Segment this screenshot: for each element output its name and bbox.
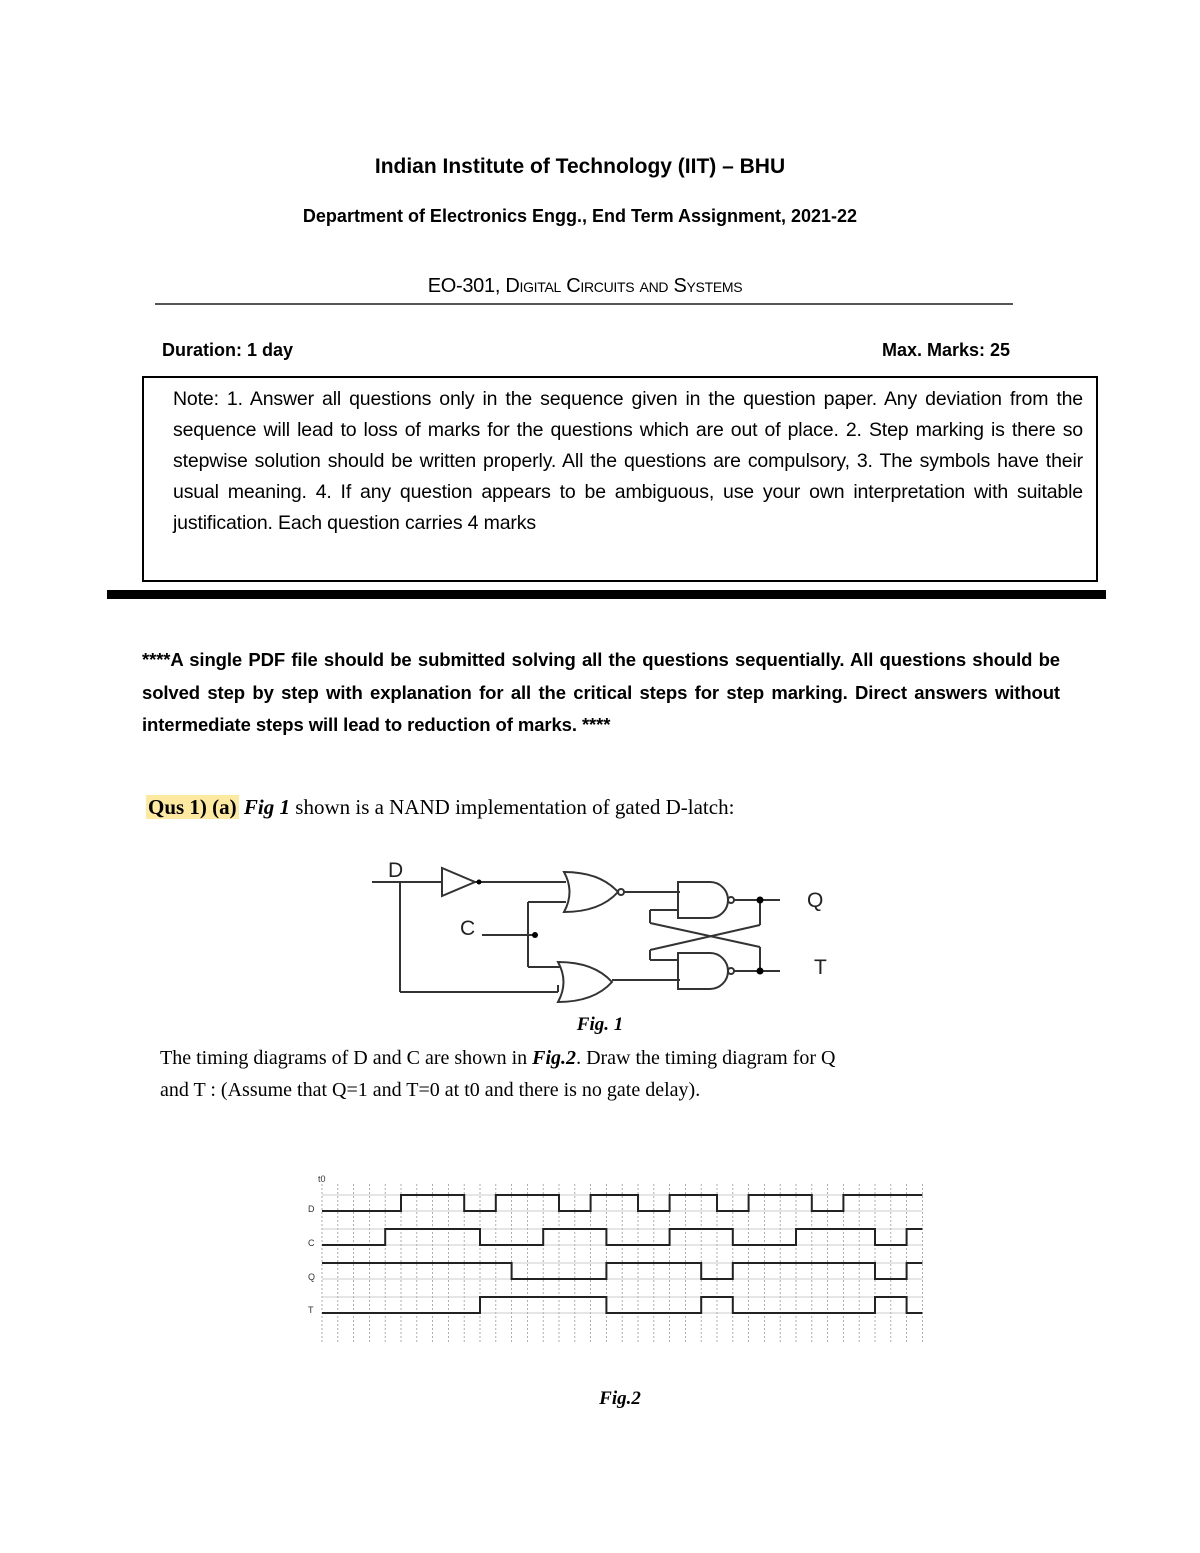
top-nand-gate [678, 882, 728, 918]
question-1-text: shown is a NAND implementation of gated D-latch: [290, 795, 735, 819]
course-title: EO-301, Digital Circuits and Systems [427, 275, 743, 297]
department-line: Department of Electronics Engg., End Term Assignment, 2021-22 [302, 206, 858, 226]
timing-diagram [300, 1170, 925, 1350]
figure-1-reference: Fig 1 [243, 795, 291, 819]
figure-1-caption: Fig. 1 [576, 1014, 624, 1035]
label-q: Q [807, 889, 824, 912]
signal-label-q: Q [308, 1272, 316, 1282]
question-1-statement [146, 795, 734, 820]
label-d: D [388, 859, 404, 882]
duration-label: Duration: 1 day [162, 340, 294, 360]
label-c: C [460, 917, 476, 940]
institute-title: Indian Institute of Technology (IIT) – BHU [374, 155, 786, 178]
label-t: T [814, 956, 827, 979]
figure-2-reference: Fig.2 [532, 1047, 577, 1069]
max-marks-label: Max. Marks: 25 [882, 340, 1011, 360]
buffer-gate [442, 868, 475, 896]
header-divider [155, 303, 1013, 305]
d-latch-circuit-diagram [370, 855, 850, 1005]
timing-text-b: . Draw the timing diagram for Q [576, 1047, 836, 1069]
question-1-label: Qus 1) (a) [148, 795, 237, 819]
top-nor-gate [564, 872, 618, 912]
thick-divider [107, 590, 1106, 599]
bottom-or-gate [558, 962, 612, 1002]
note-text: Note: 1. Answer all questions only in the sequence given in the question paper. Any deviation from the sequence will lead to loss of marks for the questions which are out of place. 2. Step marking is there so stepwise solution should be written properly. All the questions are compulsory, 3. The symbols have their usual meaning. 4. If any question appears to be ambiguous, use your own interpretation with suitable justification. Each question carries 4 marks [173, 388, 1083, 534]
figure-2-caption: Fig.2 [599, 1388, 641, 1409]
signal-label-t: T [308, 1305, 314, 1315]
bottom-nand-gate [678, 953, 728, 989]
signal-label-d: D [308, 1204, 315, 1214]
timing-text-line2: and T : (Assume that Q=1 and T=0 at t0 and there is no gate delay). [160, 1079, 701, 1101]
t0-label: t0 [318, 1174, 326, 1184]
timing-text-a: The timing diagrams of D and C are shown in [160, 1047, 533, 1069]
timing-instruction [160, 1042, 835, 1106]
submission-instruction: ****A single PDF file should be submitted solving all the questions sequentially. All questions should be solved step by step with explanation for all the critical steps for step marking. Direct answers without intermediate steps will lead to reduction of marks. **** [142, 649, 1060, 735]
signal-label-c: C [308, 1238, 315, 1248]
